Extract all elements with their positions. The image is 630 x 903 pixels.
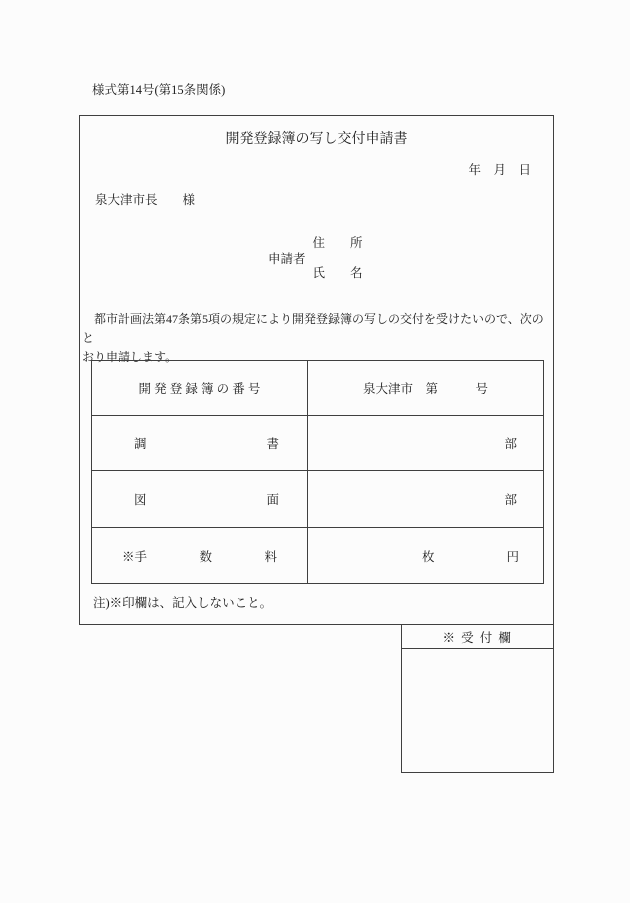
applicant-block bbox=[268, 235, 363, 281]
zumen-label-first: 図 bbox=[134, 493, 147, 507]
date-line: 年 月 日 bbox=[468, 163, 531, 177]
zumen-count-cell: 部 bbox=[308, 471, 544, 528]
application-form-box bbox=[79, 115, 554, 625]
zumen-label-last: 面 bbox=[266, 493, 279, 507]
fee-value-cell bbox=[308, 528, 544, 584]
application-table bbox=[91, 360, 544, 584]
body-paragraph bbox=[82, 310, 551, 367]
register-number-label-cell: 開 発 登 録 簿 の 番 号 bbox=[92, 361, 308, 416]
chosho-label-cell bbox=[92, 416, 308, 471]
name-label: 氏 名 bbox=[312, 266, 363, 280]
register-number-row bbox=[92, 361, 544, 416]
fee-unit-yen: 円 bbox=[506, 549, 519, 564]
zumen-row bbox=[92, 471, 544, 528]
body-line-1: 都市計画法第47条第5項の規定により開発登録簿の写しの交付を受けたいので、次のと bbox=[82, 312, 544, 345]
footnote: 注)※印欄は、記入しないこと。 bbox=[93, 596, 273, 610]
form-number: 様式第14号(第15条関係) bbox=[92, 83, 226, 97]
register-number-value-cell: 泉大津市 第 号 bbox=[308, 361, 544, 416]
reception-label: ※ 受 付 欄 bbox=[402, 625, 553, 649]
fee-row bbox=[92, 528, 544, 584]
fee-label-first: ※手 bbox=[122, 549, 148, 564]
applicant-label: 申請者 bbox=[268, 252, 306, 266]
address-label: 住 所 bbox=[312, 236, 363, 250]
fee-unit-sheets: 枚 bbox=[421, 549, 435, 564]
chosho-label-first: 調 bbox=[134, 437, 147, 451]
reception-box bbox=[401, 624, 554, 773]
applicant-fields bbox=[313, 235, 363, 281]
chosho-row bbox=[92, 416, 544, 471]
chosho-count-cell: 部 bbox=[308, 416, 544, 471]
zumen-label-cell bbox=[92, 471, 308, 528]
fee-label-last: 料 bbox=[264, 549, 277, 564]
form-title: 開発登録簿の写し交付申請書 bbox=[225, 132, 408, 147]
chosho-label-last: 書 bbox=[266, 437, 279, 451]
reception-blank-area bbox=[402, 649, 553, 773]
fee-label-cell bbox=[92, 528, 308, 584]
fee-label-mid: 数 bbox=[199, 549, 212, 564]
addressee-mayor: 泉大津市長 様 bbox=[95, 193, 196, 207]
body-line-2: おり申請します。 bbox=[82, 350, 178, 364]
